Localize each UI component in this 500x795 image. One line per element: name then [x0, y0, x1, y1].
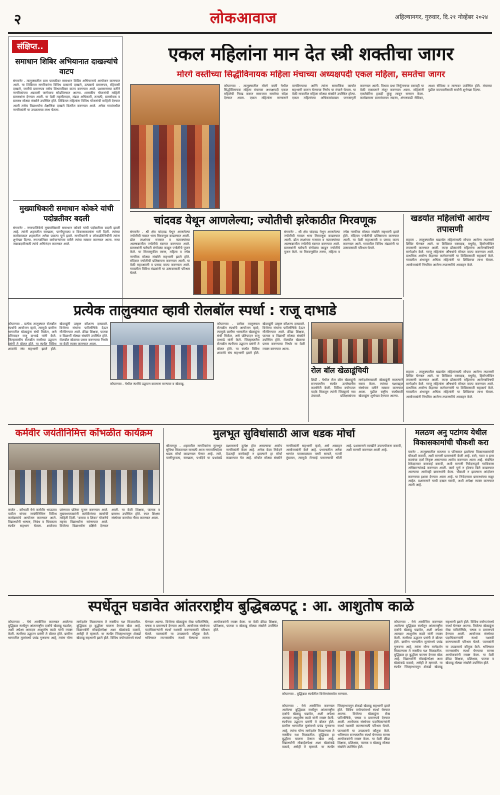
malhan-headline: मलठण अनु पटांगय येथील विकासकामांची चौकशी करा: [413, 428, 489, 447]
chess-headline: रोल बॉल खेळाडूंचियी: [311, 366, 369, 375]
karmaveer-photo: [8, 443, 160, 505]
photo-players: [312, 339, 403, 364]
rule-health: [403, 214, 404, 297]
lead-headline: एकल महिलांना मान देत स्त्री शक्तीचा जागर: [168, 44, 454, 65]
bottom-body: कोपरगाव - येथे आयोजित करण्यात आलेल्या बुद्धिबळ स्पर्धेतून आंतरराष्ट्रीय दर्जाचे खेळाडू घडावेत, अशी अपेक्षा आमदार आशुतोष काळे यांनी व्यक्त केली. स्पर्धेच्या उद्घाटन प्रसंगी ते बोलत होते. ग्रामीण भागातील मुलांमध्ये प्रचंड गुणवत्ता आहे, त्यांना योग्य मार्गदर्शन मिळाल्यास ते नक्कीच यश मिळवतील. बुद्धिबळ हा बुद्धीला चालना देणारा खेळ आहे. विद्यार्थ्यांनी मोबाईलपेक्षा अशा खेळांकडे वळावे, असेही ते म्हणाले. या स्पर्धेत जिल्हाभरातून शेकडो खेळाडू सहभागी झाले होते. विविध वयोगटांमध्ये स्पर्धा घेण्यात आल्या. विजेत्या खेळाडूंना रोख पारितोषिके, चषक व प्रमाणपत्रे देण्यात आली. आयोजक संस्थेच्या पदाधिकाऱ्यांनी स्पर्धा यशस्वी करण्यासाठी परिश्रम घेतले. पालकांनी या उपक्रमाचे कौतुक केले. भविष्यात राज्यस्तरीय स्पर्धा घेण्याचा मानस आयोजकांनी व्यक्त केला. या वेळी क्रीडा शिक्षक, प्रशिक्षक, पालक व खेळाडू मोठ्या संख्येने उपस्थित होते.: [8, 620, 278, 641]
light-body: संगमनेर - श्री क्षेत्र चांदवड येथून आणलेल्या ज्योतीची गावात भव्य मिरवणूक काढण्यात आली. ढोल ताशांच्या गजरात व फटाक्यांच्या आतषबाजीत ज्योतीचे स्वागत करण्यात आले. ग्रामस्थांनी घरोघरी रांगोळ्या काढून ज्योतीचे पूजन केले. या मिरवणुकीत तरुण, महिला व ज्येष्ठ नागरिक मोठ्या संख्येने सहभागी झाले होते. मंदिरात ज्योतीची प्रतिष्ठापना करण्यात आली. या वेळी महाआरती व प्रसाद वाटप करण्यात आले. गावातील विविध मंडळांनी या उत्सवासाठी परिश्रम घेतले.: [130, 230, 190, 275]
photo-crowd: [194, 261, 281, 295]
masthead-rule: [8, 32, 492, 34]
masthead: [0, 0, 500, 30]
brief2-title: मुख्याधिकारी समाधान कोकरे यांची पदोन्नतीवर बदली: [19, 204, 114, 223]
bottom-body-right: कोपरगाव - येथे आयोजित करण्यात आलेल्या बुद्धिबळ स्पर्धेतून आंतरराष्ट्रीय दर्जाचे खेळाडू घडावेत, अशी अपेक्षा आमदार आशुतोष काळे यांनी व्यक्त केली. स्पर्धेच्या उद्घाटन प्रसंगी ते बोलत होते. ग्रामीण भागातील मुलांमध्ये प्रचंड गुणवत्ता आहे, त्यांना योग्य मार्गदर्शन मिळाल्यास ते नक्कीच यश मिळवतील. बुद्धिबळ हा बुद्धीला चालना देणारा खेळ आहे. विद्यार्थ्यांनी मोबाईलपेक्षा अशा खेळांकडे वळावे, असेही ते म्हणाले. या स्पर्धेत जिल्हाभरातून शेकडो खेळाडू सहभागी झाले होते. विविध वयोगटांमध्ये स्पर्धा घेण्यात आल्या. विजेत्या खेळाडूंना रोख पारितोषिके, चषक व प्रमाणपत्रे देण्यात आली. आयोजक संस्थेच्या पदाधिकाऱ्यांनी स्पर्धा यशस्वी करण्यासाठी परिश्रम घेतले. पालकांनी या उपक्रमाचे कौतुक केले. भविष्यात राज्यस्तरीय स्पर्धा घेण्याचा मानस आयोजकांनी व्यक्त केला. या वेळी क्रीडा शिक्षक, प्रशिक्षक, पालक व खेळाडू मोठ्या संख्येने उपस्थित होते.: [394, 620, 494, 670]
brief1-title: समाधान शिबिर अभियानात दाखल्यांचे वाटप: [15, 57, 118, 76]
role-photo-caption: कोपरगाव - येथील स्पर्धेचे उद्घाटन करताना मान्यवर व खेळाडू.: [110, 382, 185, 386]
karmaveer-body: कर्जत - कोंभळी येथे कर्मवीर भाऊराव पाटील यांच्या जयंतीनिमित्त विविध कार्यक्रमांचे आयोजन करण्यात आले. विद्यार्थ्यांनी भाषण, निबंध व चित्रकला स्पर्धेत सहभाग घेतला. शाळेच्या प्रांगणात प्रतिमा पूजन करण्यात आले. मुख्याध्यापकांनी कर्मवीरांच्या कार्याची माहिती दिली. 'कमवा व शिका' योजनेचे महत्त्व विद्यार्थ्यांना सांगण्यात आले. विजेत्या विद्यार्थ्यांना बक्षिसे देण्यात आली. या वेळी शिक्षक, पालक व ग्रामस्थ उपस्थित होते. रयत शिक्षण संस्थेच्या कार्याचा गौरव करण्यात आला.: [8, 508, 160, 529]
rule-role-top: [8, 298, 402, 299]
role-photo: [110, 322, 214, 380]
rule-chess: [308, 322, 309, 422]
brief2-body: संगमनेर - नगरपालिकेचे मुख्याधिकारी समाधान कोकरे यांची पदोन्नतीवर बदली झाली आहे. त्यांनी शहरातील स्वच्छता, पाणीपुरवठा व विकासकामांना गती दिली. त्यांच्या कार्यकाळात शहरातील अनेक प्रकल्प पूर्ण झाले. नागरिकांनी व लोकप्रतिनिधींनी त्यांना शुभेच्छा दिल्या. नगरपालिका कर्मचाऱ्यांच्या वतीने त्यांचा सत्कार करण्यात आला. नव्या जबाबदारीसाठी त्यांचे अभिनंदन करण्यात आले.: [13, 226, 120, 247]
photo-winners: [283, 651, 390, 690]
role-headline: प्रत्येक तालुक्यात व्हावी रोलबॉल स्पर्धा : राजू दाभाडे: [73, 303, 337, 319]
basic-headline: मुलभूत सुविधांसाठी आज धडक मोर्चा: [213, 428, 355, 440]
sidebar-divider: [13, 200, 120, 201]
rule-bottom-top: [8, 595, 494, 596]
light-headline: चांदवड येथून आणलेल्या; ज्योतीची झरेकाठीत मिरवणूक: [153, 214, 377, 227]
lead-subheadline: मोरगे वस्तीच्या सिद्धीविनायक महिला मंचाच्या अध्यक्षपदी एकल महिला, समतेचा जागर: [176, 70, 446, 80]
light-body-cont: संगमनेर - श्री क्षेत्र चांदवड येथून आणलेल्या ज्योतीची गावात भव्य मिरवणूक काढण्यात आली. ढोल ताशांच्या गजरात व फटाक्यांच्या आतषबाजीत ज्योतीचे स्वागत करण्यात आले. ग्रामस्थांनी घरोघरी रांगोळ्या काढून ज्योतीचे पूजन केले. या मिरवणुकीत तरुण, महिला व ज्येष्ठ नागरिक मोठ्या संख्येने सहभागी झाले होते. मंदिरात ज्योतीची प्रतिष्ठापना करण्यात आली. या वेळी महाआरती व प्रसाद वाटप करण्यात आले. गावातील विविध मंडळांनी या उत्सवासाठी परिश्रम घेतले.: [284, 230, 399, 255]
bottom-photo-caption: कोपरगाव - बुद्धिबळ स्पर्धेतील विजेत्यांसमवेत मान्यवर.: [282, 692, 349, 696]
basic-body: श्रीरामपूर - शहरातील नागरिकांना मुलभूत सुविधा मिळाव्यात यासाठी आज नगरपरिषदेवर धडक मोर्चा काढण्यात येणार आहे. रस्ते, पाणीपुरवठा, स्वच्छता, पथदिवे या प्रश्नांकडे प्रशासनाचे दुर्लक्ष होत असल्याचा आरोप नागरिकांनी केला आहे. अनेक वेळा निवेदने देऊनही कार्यवाही न झाल्याने हा मोर्चा काढण्यात येत आहे. मोर्चात मोठ्या संख्येने नागरिकांनी सहभागी व्हावे, असे आवाहन आयोजकांनी केले आहे. प्रभागातील अनेक भागांत पावसाळ्यात पाणी साचते, गटारी तुंबतात, त्यामुळे रोगराई पसरण्याची भीती आहे. प्रशासनाने तातडीने उपाययोजना करावी, अशी मागणी करण्यात आली आहे.: [166, 444, 402, 461]
role-body: कोपरगाव - प्रत्येक तालुक्यात रोलबॉल स्पर्धांचे आयोजन व्हावे, त्यामुळे ग्रामीण भागातील खेळाडूंना संधी मिळेल, असे प्रतिपादन राजू दाभाडे यांनी केले. जिल्हास्तरीय रोलबॉल स्पर्धेच्या उद्घाटन प्रसंगी ते बोलत होते. या स्पर्धेत विविध शाळांचे संघ सहभागी झाले होते. खेळाडूंनी उत्कृष्ट कौशल्य दाखवले. विजेत्या संघांना पारितोषिके देऊन गौरविण्यात आले. क्रीडा शिक्षक, पालक व विद्यार्थी मोठ्या संख्येने उपस्थित होते. रोलबॉल खेळाचा प्रसार करण्याचा निर्धार या वेळी व्यक्त करण्यात आला.: [8, 322, 108, 351]
karmaveer-headline: कर्मवीर जयंतीनिमित्त कोंभळीत कार्यक्रम: [15, 428, 153, 439]
bottom-body-cont: कोपरगाव - येथे आयोजित करण्यात आलेल्या बुद्धिबळ स्पर्धेतून आंतरराष्ट्रीय दर्जाचे खेळाडू घडावेत, अशी अपेक्षा आमदार आशुतोष काळे यांनी व्यक्त केली. स्पर्धेच्या उद्घाटन प्रसंगी ते बोलत होते. ग्रामीण भागातील मुलांमध्ये प्रचंड गुणवत्ता आहे, त्यांना योग्य मार्गदर्शन मिळाल्यास ते नक्कीच यश मिळवतील. बुद्धिबळ हा बुद्धीला चालना देणारा खेळ आहे. विद्यार्थ्यांनी मोबाईलपेक्षा अशा खेळांकडे वळावे, असेही ते म्हणाले. या स्पर्धेत जिल्हाभरातून शेकडो खेळाडू सहभागी झाले होते. विविध वयोगटांमध्ये स्पर्धा घेण्यात आल्या. विजेत्या खेळाडूंना रोख पारितोषिके, चषक व प्रमाणपत्रे देण्यात आली. आयोजक संस्थेच्या पदाधिकाऱ्यांनी स्पर्धा यशस्वी करण्यासाठी परिश्रम घेतले. पालकांनी या उपक्रमाचे कौतुक केले. भविष्यात राज्यस्तरीय स्पर्धा घेण्याचा मानस आयोजकांनी व्यक्त केला. या वेळी क्रीडा शिक्षक, प्रशिक्षक, पालक व खेळाडू मोठ्या संख्येने उपस्थित होते.: [282, 704, 390, 749]
sidebar: [8, 36, 123, 346]
chess-photo: [311, 322, 403, 364]
lead-body: कोपरगाव - तालुक्यातील मोरगे वस्ती येथील सिद्धीविनायक महिला मंचाच्या अध्यक्षपदी एकल महिलेची निवड करून समाजात समतेचा संदेश देण्यात आला. एकल महिलांना सन्मानाने वागविण्याचा आणि त्यांना सामाजिक कार्यात सहभागी करून घेण्याचा निर्णय या मंचाने घेतला. या वेळी गावातील महिला मोठ्या संख्येने उपस्थित होत्या. एकल महिलांच्या अधिकारांबाबत जनजागृती करण्यात आली. विधवा प्रथा निर्मूलनाचा ठरावही या वेळी एकमताने मंजूर करण्यात आला. महिलांनी एकमेकींना हळदी कुंकू लावून सन्मान केला. कार्यक्रमास ग्रामपंचायत सदस्य, अंगणवाडी सेविका, आशा सेविका व मान्यवर उपस्थित होते. मंचाच्या पुढील वाटचालीसाठी सर्वांनी शुभेच्छा दिल्या.: [224, 84, 492, 101]
health-headline: खडर्यात महिलांची आरोग्य तपासणी: [410, 214, 490, 235]
dateline: अहिल्यानगर, गुरुवार, दि.२१ नोव्हेंबर २०२४: [394, 14, 488, 21]
health-body-cont: राहाता - तालुक्यातील खडर्यात महिलांसाठी मोफत आरोग्य तपासणी शिबिर घेण्यात आले. या शिबिरात रक्तदाब, मधुमेह, हिमोग्लोबिन तपासणी करण्यात आली. तज्ज्ञ डॉक्टरांनी महिलांना आरोग्याविषयी मार्गदर्शन केले. गरजू महिलांना औषधांचे मोफत वाटप करण्यात आले. प्राथमिक आरोग्य केंद्राच्या कर्मचाऱ्यांनी या शिबिरासाठी सहकार्य केले. गावातील शंभरहून अधिक महिलांनी या शिबिराचा लाभ घेतला. आयोजकांनी नियमित आरोग्य तपासणीचे आवाहन केले.: [406, 370, 494, 399]
malhan-body: पारनेर - तालुक्यातील मलठण व परिसरात झालेल्या विकासकामांची चौकशी करावी, अशी मागणी ग्रामस्थांनी केली आहे. रस्ते, गटार व इतर कामांचा दर्जा निकृष्ट असल्याचा आरोप करण्यात आला आहे. संबंधित ठेकेदारावर कारवाई करावी, अशी मागणी निवेदनाद्वारे गटविकास अधिकाऱ्यांकडे करण्यात आली. कामे पूर्ण न होताच बिले काढण्यात आल्याचा आरोपही ग्रामस्थांनी केला. चौकशी न झाल्यास आंदोलन करण्याचा इशारा देण्यात आला आहे. या निवेदनावर ग्रामस्थांच्या सह्या आहेत. प्रशासनाने याची दखल घ्यावी, अशी अपेक्षा व्यक्त करण्यात आली आहे.: [408, 450, 494, 487]
photo-figures: [131, 125, 220, 209]
brief1-body: संगमनेर - तालुक्यातील ग्राम पातळीवर समाधान शिबिर अभियानाचे आयोजन करण्यात आले. या शिबिरात नागरिकांना विविध प्रकारचे दाखले, उत्पन्नाचे प्रमाणपत्र, रहिवासी दाखले, जातीचे प्रमाणपत्र तसेच शिधापत्रिका वाटप करण्यात आले. प्रशासनाच्या वतीने नागरिकांच्या अडचणी जागेवरच सोडविण्यात आल्या. शासकीय योजनांची माहिती ग्रामस्थांना देण्यात आली. या वेळी तहसीलदार, मंडळ अधिकारी, तलाठी, ग्रामसेवक व ग्रामस्थ मोठ्या संख्येने उपस्थित होते. शिबिरात महिलांना विविध योजनांची माहिती देण्यात आली तसेच विद्यार्थ्यांना शैक्षणिक दाखले वितरीत करण्यात आले. अनेक गावांमधील नागरिकांनी या उपक्रमाचा लाभ घेतला.: [13, 79, 120, 112]
bottom-photo: [282, 620, 390, 690]
rule-basic: [163, 428, 164, 593]
page-number: २: [14, 12, 22, 28]
rule-malhan: [405, 428, 406, 593]
bottom-headline: स्पर्धेतून घडावेत आंतरराष्ट्रीय बुद्धिबळपटू : आ. आशुतोष काळे: [88, 599, 414, 615]
chess-body: शिर्डी - येथील रोल बॉल खेळाडूंनी राज्यस्तरीय स्पर्धेत उल्लेखनीय कामगिरी केली. विविध वयोगटात पदके मिळवून त्यांनी जिल्ह्याचे नाव उंचावले. प्रशिक्षकांच्या मार्गदर्शनाखाली खेळाडूंनी सातत्याने सराव केला. त्यांच्या यशाबद्दल संस्थेच्या वतीने सत्कार करण्यात आला. पुढील राष्ट्रीय स्पर्धेसाठी खेळाडूंना शुभेच्छा देण्यात आल्या.: [311, 378, 403, 399]
photo-team: [111, 345, 214, 380]
lead-bottom-rule: [130, 211, 492, 212]
rule-health-lower: [403, 300, 404, 422]
photo-students: [9, 470, 160, 505]
health-body: राहाता - तालुक्यातील खडर्यात महिलांसाठी मोफत आरोग्य तपासणी शिबिर घेण्यात आले. या शिबिरात रक्तदाब, मधुमेह, हिमोग्लोबिन तपासणी करण्यात आली. तज्ज्ञ डॉक्टरांनी महिलांना आरोग्याविषयी मार्गदर्शन केले. गरजू महिलांना औषधांचे मोफत वाटप करण्यात आले. प्राथमिक आरोग्य केंद्राच्या कर्मचाऱ्यांनी या शिबिरासाठी सहकार्य केले. गावातील शंभरहून अधिक महिलांनी या शिबिराचा लाभ घेतला. आयोजकांनी नियमित आरोग्य तपासणीचे आवाहन केले.: [406, 238, 494, 267]
role-body-cont: कोपरगाव - प्रत्येक तालुक्यात रोलबॉल स्पर्धांचे आयोजन व्हावे, त्यामुळे ग्रामीण भागातील खेळाडूंना संधी मिळेल, असे प्रतिपादन राजू दाभाडे यांनी केले. जिल्हास्तरीय रोलबॉल स्पर्धेच्या उद्घाटन प्रसंगी ते बोलत होते. या स्पर्धेत विविध शाळांचे संघ सहभागी झाले होते. खेळाडूंनी उत्कृष्ट कौशल्य दाखवले. विजेत्या संघांना पारितोषिके देऊन गौरविण्यात आले. क्रीडा शिक्षक, पालक व विद्यार्थी मोठ्या संख्येने उपस्थित होते. रोलबॉल खेळाचा प्रसार करण्याचा निर्धार या वेळी व्यक्त करण्यात आला.: [217, 322, 305, 355]
masthead-logo: लोकआवाज: [210, 9, 277, 27]
rule-mid: [8, 424, 494, 425]
lead-photo: [130, 84, 220, 209]
sidebar-label: संक्षिप्त..: [12, 40, 48, 53]
light-photo: [193, 230, 281, 295]
